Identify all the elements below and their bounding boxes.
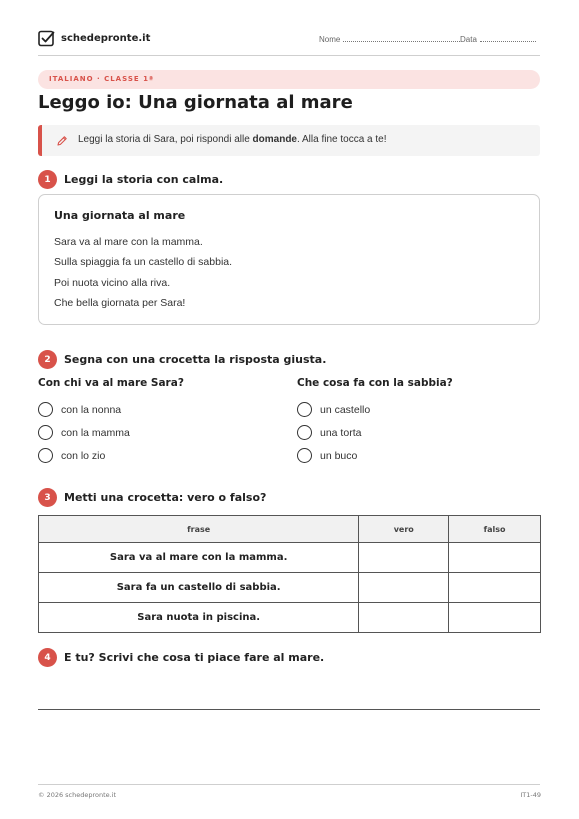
answer-option[interactable] bbox=[38, 425, 130, 440]
question-1: Con chi va al mare Sara? bbox=[38, 377, 184, 389]
answer-option[interactable] bbox=[38, 448, 105, 463]
page-title: Leggo io: Una giornata al mare bbox=[38, 92, 353, 113]
brand-name: schedepronte.it bbox=[61, 33, 151, 44]
vero-cell[interactable] bbox=[359, 603, 449, 633]
table-row bbox=[39, 543, 541, 573]
name-label: Nome bbox=[319, 35, 341, 44]
date-label: Data bbox=[460, 35, 477, 44]
true-false-table bbox=[38, 515, 541, 633]
answer-label: una torta bbox=[320, 426, 362, 439]
section-number: 3 bbox=[38, 488, 57, 507]
statement-cell: Sara fa un castello di sabbia. bbox=[39, 573, 359, 603]
section-title: Leggi la storia con calma. bbox=[64, 173, 224, 186]
section-number: 2 bbox=[38, 350, 57, 369]
subject-banner bbox=[38, 70, 540, 89]
table-header-row bbox=[39, 516, 541, 543]
section-4-heading bbox=[38, 648, 324, 667]
name-field[interactable] bbox=[319, 35, 460, 44]
story-line: Sara va al mare con la mamma. bbox=[54, 236, 203, 248]
section-1-heading bbox=[38, 170, 223, 189]
section-title: Metti una crocetta: vero o falso? bbox=[64, 491, 267, 504]
vero-cell[interactable] bbox=[359, 543, 449, 573]
name-line bbox=[343, 41, 460, 42]
brand bbox=[38, 30, 150, 47]
header-vero: vero bbox=[359, 516, 449, 543]
section-2-heading bbox=[38, 350, 326, 369]
section-title: E tu? Scrivi che cosa ti piace fare al mare. bbox=[64, 651, 325, 664]
answer-circle[interactable] bbox=[297, 448, 312, 463]
instruction-text bbox=[78, 134, 387, 145]
answer-circle[interactable] bbox=[38, 425, 53, 440]
answer-option[interactable] bbox=[297, 448, 357, 463]
statement-cell: Sara va al mare con la mamma. bbox=[39, 543, 359, 573]
story-line: Poi nuota vicino alla riva. bbox=[54, 277, 171, 289]
section-3-heading bbox=[38, 488, 266, 507]
header-falso: falso bbox=[449, 516, 541, 543]
answer-label: con la mamma bbox=[61, 426, 130, 439]
instruction-text-end: . Alla fine tocca a te! bbox=[297, 134, 387, 145]
date-line bbox=[480, 41, 536, 42]
falso-cell[interactable] bbox=[449, 543, 541, 573]
table-row bbox=[39, 573, 541, 603]
question-2: Che cosa fa con la sabbia? bbox=[297, 377, 453, 389]
answer-circle[interactable] bbox=[38, 448, 53, 463]
page-header bbox=[38, 30, 540, 56]
answer-option[interactable] bbox=[297, 402, 370, 417]
footer-divider bbox=[38, 784, 540, 785]
statement-cell: Sara nuota in piscina. bbox=[39, 603, 359, 633]
writing-line[interactable] bbox=[38, 709, 540, 710]
answer-option[interactable] bbox=[38, 402, 121, 417]
answer-circle[interactable] bbox=[297, 425, 312, 440]
footer-code: IT1-49 bbox=[520, 791, 541, 799]
answer-option[interactable] bbox=[297, 425, 361, 440]
vero-cell[interactable] bbox=[359, 573, 449, 603]
answer-label: un castello bbox=[320, 403, 371, 416]
falso-cell[interactable] bbox=[449, 603, 541, 633]
checkbox-logo-icon bbox=[38, 30, 55, 47]
date-field[interactable] bbox=[460, 35, 536, 44]
answer-label: con lo zio bbox=[61, 449, 106, 462]
story-line: Che bella giornata per Sara! bbox=[54, 297, 186, 309]
answer-circle[interactable] bbox=[297, 402, 312, 417]
answer-label: un buco bbox=[320, 449, 358, 462]
footer-copyright: © 2026 schedepronte.it bbox=[38, 791, 117, 799]
section-number: 4 bbox=[38, 648, 57, 667]
instruction-note bbox=[38, 125, 540, 156]
answer-label: con la nonna bbox=[61, 403, 122, 416]
pencil-icon bbox=[56, 135, 68, 147]
subject-label: ITALIANO · CLASSE 1ª bbox=[49, 75, 154, 83]
header-frase: frase bbox=[39, 516, 359, 543]
instruction-text-start: Leggi la storia di Sara, poi rispondi alle bbox=[78, 134, 253, 145]
table-row bbox=[39, 603, 541, 633]
section-title: Segna con una crocetta la risposta giusta. bbox=[64, 353, 327, 366]
section-number: 1 bbox=[38, 170, 57, 189]
story-box bbox=[38, 194, 540, 325]
instruction-text-bold: domande bbox=[252, 134, 297, 145]
falso-cell[interactable] bbox=[449, 573, 541, 603]
answer-circle[interactable] bbox=[38, 402, 53, 417]
story-title: Una giornata al mare bbox=[54, 209, 186, 222]
story-line: Sulla spiaggia fa un castello di sabbia. bbox=[54, 256, 233, 268]
